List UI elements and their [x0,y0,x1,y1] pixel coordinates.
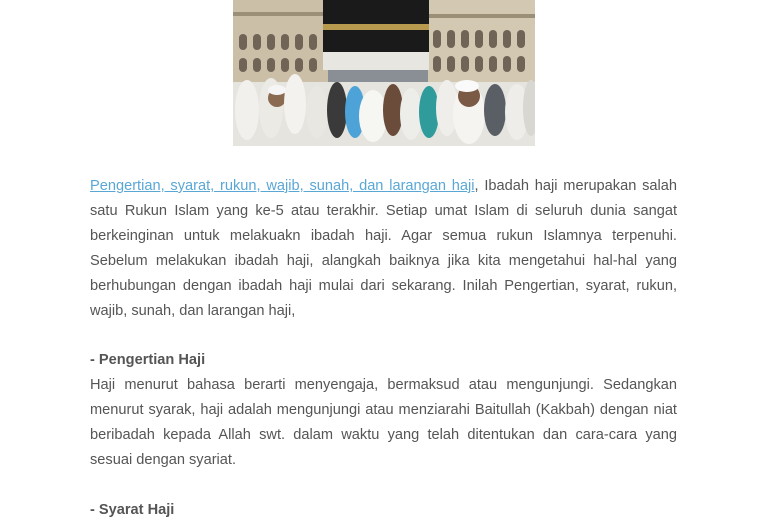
section-text-pengertian: Haji menurut bahasa berarti menyengaja, bermaksud atau mengunjungi. Sedangkan menurut syarak, haji adalah mengunjungi atau menziarahi Baitullah (Kakbah) dengan niat beribadah kepada Allah swt. dalam waktu yang telah ditentukan dan cara-cara yang sesuai dengan syariat. [90,377,677,468]
intro-text: , Ibadah haji merupakan salah satu Rukun Islam yang ke-5 atau terakhir. Setiap umat Islam di seluruh dunia sangat berkeinginan untuk melakuakn ibadah haji. Agar semua rukun Islamnya terpenuhi. Sebelum melakukan ibadah haji, alangkah baiknya jika kita mengetahui hal-hal yang berhubungan dengan ibadah haji mulai dari sekarang. Inilah Pengertian, syarat, rukun, wajib, sunah, dan larangan haji, [90,178,677,319]
section-heading-syarat: - Syarat Haji [90,501,175,518]
article-body [90,174,677,523]
intro-link[interactable]: Pengertian, syarat, rukun, wajib, sunah, dan larangan haji [90,178,475,194]
kaaba-photo-illustration [233,0,535,146]
section-heading-pengertian: - Pengertian Haji [90,352,206,369]
kaaba-photo [233,0,535,146]
intro-paragraph [90,174,677,323]
